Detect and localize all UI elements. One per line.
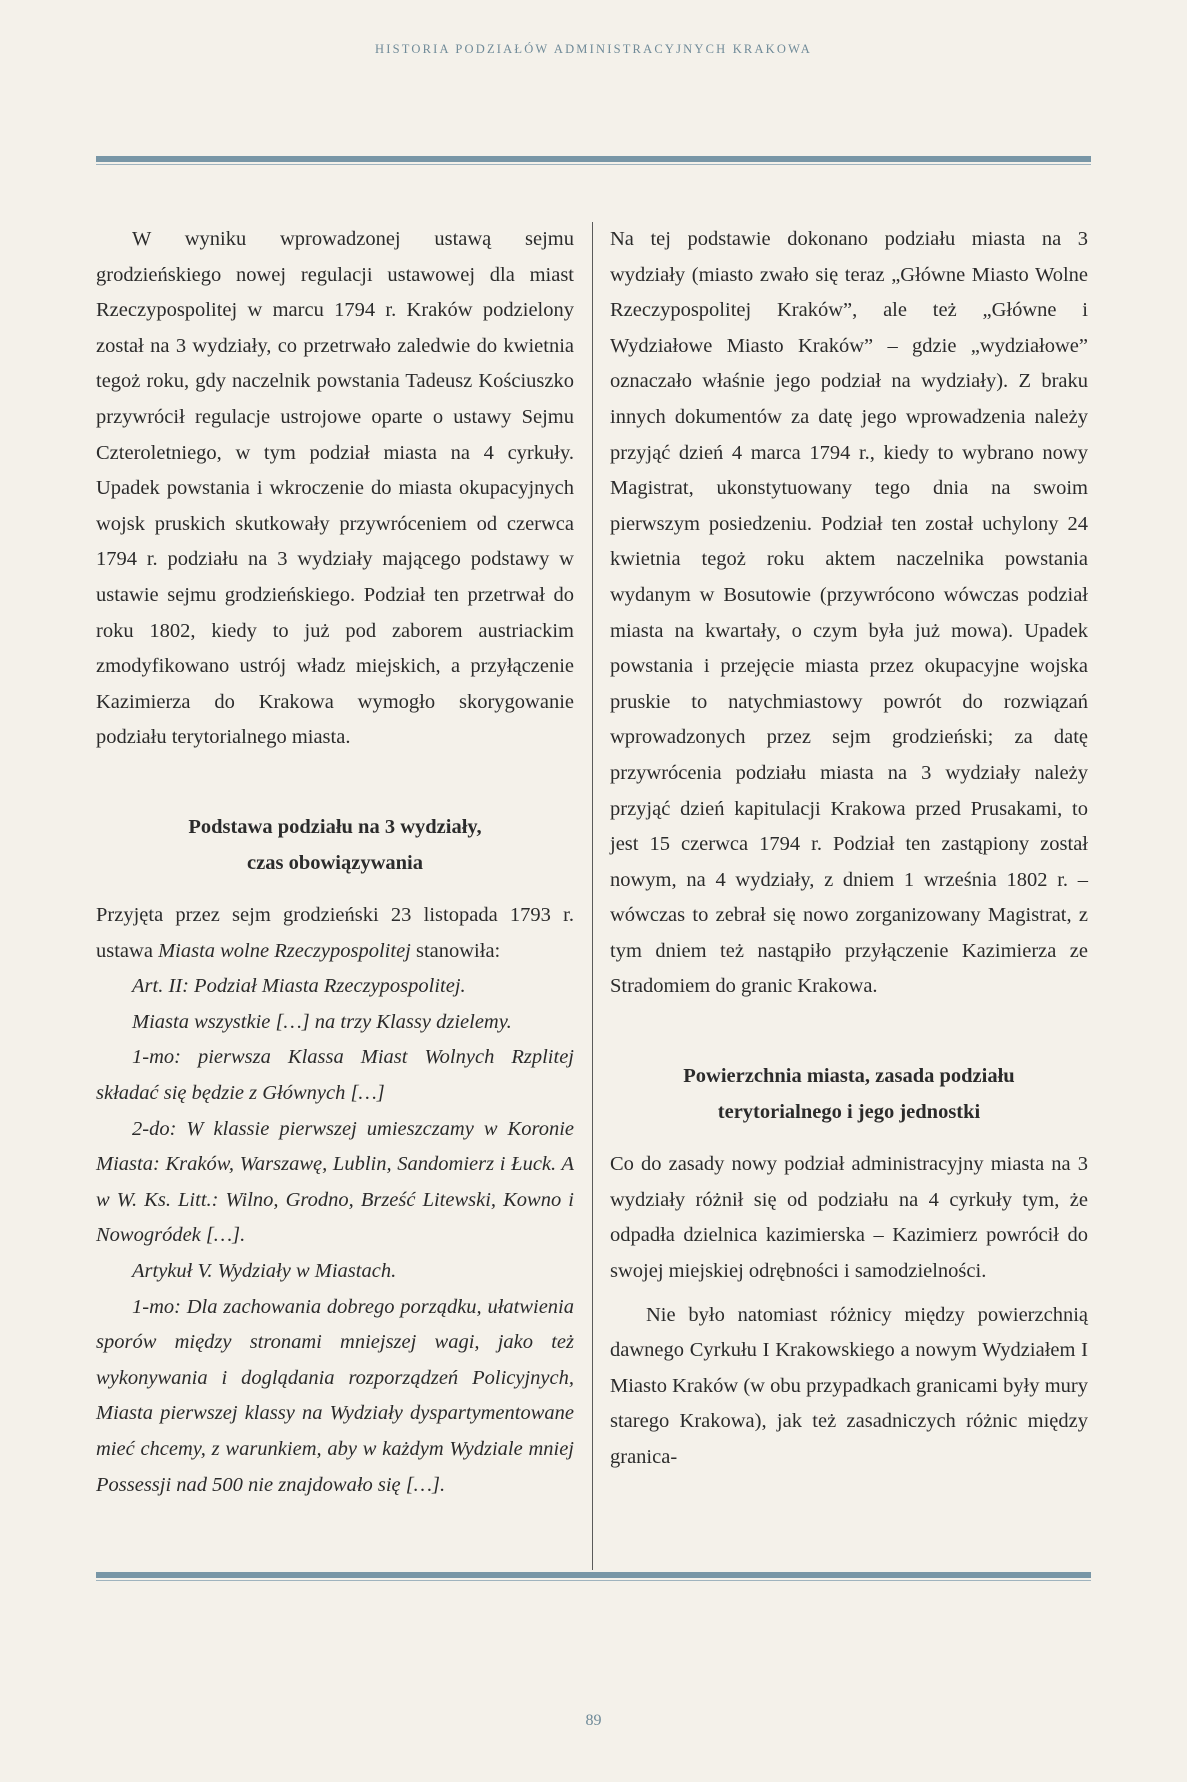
principle-paragraph: Co do zasady nowy podział administracyjny miasta na 3 wydziały różnił się od podziału na 4 cyrkuły tym, że odpadła dzielnica kazimierska – Kazimierz powrócił do swojej miejskiej odrębności i samodzielności. <box>610 1153 1088 1283</box>
section-heading-area <box>610 1059 1088 1130</box>
quote-2do-cities: 2-do: W klassie pierwszej umieszczamy w Koronie Miasta: Kraków, Warszawę, Lublin, Sandomierz i Łuck. A w W. Ks. Litt.: Wilno, Grodno, Brześć Litewski, Kowno i Nowogródek […]. <box>96 1117 574 1247</box>
quote-art-5: Artykuł V. Wydziały w Miastach. <box>132 1260 397 1283</box>
running-header: HISTORIA PODZIAŁÓW ADMINISTRACYJNYCH KRAKOWA <box>375 42 812 56</box>
law-lead-text: Przyjęta przez sejm grodzieński 23 listopada 1793 r. ustawa <box>96 904 574 962</box>
law-title: Miasta wolne Rzeczypospolitej <box>158 939 411 962</box>
section-heading-area-line2: terytorialnego i jego jednostki <box>717 1100 981 1123</box>
bottom-rule <box>96 1572 1091 1578</box>
column-divider <box>592 222 593 1570</box>
division-paragraph: Na tej podstawie dokonano podziału miasta na 3 wydziały (miasto zwało się teraz „Główne Miasto Wolne Rzeczypospolitej Kraków”, ale też „Główne i Wydziałowe Miasto Kraków” – gdzie „wydziałowe” oznaczało właśnie jego podział na wydziały). Z braku innych dokumentów za datę jego wprowadzenia należy przyjąć dzień 4 marca 1794 r., kiedy to wybrano nowy Magistrat, ukonstytuowany tego dnia na swoim pierwszym posiedzeniu. Podział ten został uchylony 24 kwietnia tegoż roku aktem naczelnika powstania wydanym w Bosutowie (przywrócono wówczas podział miasta na kwartały, o czym była już mowa). Upadek powstania i przejęcie miasta przez okupacyjne wojska pruskie to natychmiastowy powrót do rozwiązań wprowadzonych przez sejm grodzieński; za datę przywrócenia podziału miasta na 3 wydziały należy przyjąć dzień kapitulacji Krakowa przed Prusakami, to jest 15 czerwca 1794 r. Podział ten zastąpiony został nowym, na 4 wydziały, z dniem 1 września 1802 r. – wówczas to zebrał się nowo zorganizowany Magistrat, z tym dniem też nastąpiło przyłączenie Kazimierza ze Stradomiem do granic Krakowa. <box>610 228 1088 998</box>
section-heading-basis-line1: Podstawa podziału na 3 wydziały, <box>188 815 482 838</box>
quote-classes: Miasta wszystkie […] na trzy Klassy dzielemy. <box>132 1010 512 1033</box>
law-lead-tail: stanowiła: <box>410 939 501 962</box>
intro-paragraph: W wyniku wprowadzonej ustawą sejmu grodzieńskiego nowej regulacji ustawowej dla miast Rzeczypospolitej w marcu 1794 r. Kraków podzielony został na 3 wydziały, co przetrwało zaledwie do kwietnia tegoż roku, gdy naczelnik powstania Tadeusz Kościuszko przywrócił regulacje ustrojowe oparte o ustawy Sejmu Czteroletniego, w tym podział miasta na 4 cyrkuły. Upadek powstania i wkroczenie do miasta okupacyjnych wojsk pruskich skutkowały przywróceniem od czerwca 1794 r. podziału na 3 wydziały mającego podstawy w ustawie sejmu grodzieńskiego. Podział ten przetrwał do roku 1802, kiedy to już pod zaborem austriackim zmodyfikowano ustrój władz miejskich, a przyłączenie Kazimierza do Krakowa wymogło skorygowanie podziału terytorialnego miasta. <box>96 228 574 749</box>
quote-1mo-wards: 1-mo: Dla zachowania dobrego porządku, ułatwienia sporów między stronami mniejszej wagi, jako też wykonywania i doglądania rozporządzeń Policyjnych, Miasta pierwszej klassy na Wydziały dyspartymentowane mieć chcemy, z warunkiem, aby w każdym Wydziale mniej Possessji nad 500 nie znajdowało się […]. <box>96 1295 574 1496</box>
quote-art-2: Art. II: Podział Miasta Rzeczypospolitej. <box>132 975 466 998</box>
left-column <box>96 222 574 1503</box>
top-rule <box>96 156 1091 162</box>
section-heading-area-line1: Powierzchnia miasta, zasada podziału <box>683 1065 1015 1088</box>
quote-1mo-first-class: 1-mo: pierwsza Klassa Miast Wolnych Rzplitej składać się będzie z Głównych […] <box>96 1046 574 1105</box>
section-heading-basis-line2: czas obowiązywania <box>247 851 423 874</box>
right-column <box>610 222 1088 1476</box>
page-number: 89 <box>585 1712 602 1729</box>
law-lead-paragraph <box>96 898 574 969</box>
area-paragraph: Nie było natomiast różnicy między powierzchnią dawnego Cyrkułu I Krakowskiego a nowym Wydziałem I Miasto Kraków (w obu przypadkach granicami były mury starego Krakowa), jak też zasadniczych różnic między granica- <box>610 1303 1088 1468</box>
section-heading-basis <box>96 810 574 881</box>
